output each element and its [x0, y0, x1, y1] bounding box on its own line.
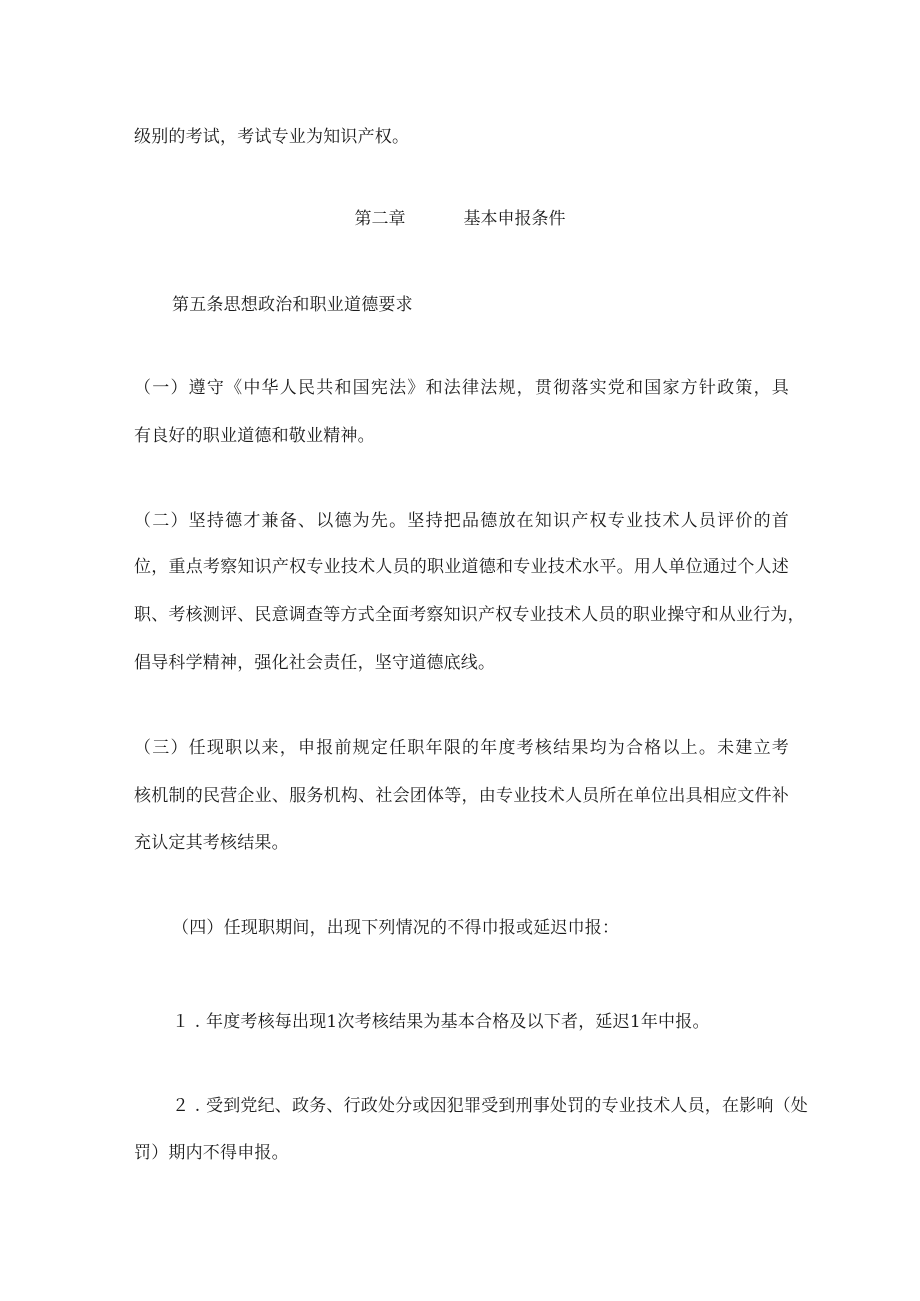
chapter-heading — [0, 209, 920, 229]
paragraph-line: 位，重点考察知识产权专业技术人员的职业道德和专业技术水平。用人单位通过个人述 — [134, 557, 789, 577]
paragraph-line: （四）任现职期间，出现下列情况的不得巾报或延迟巾报： — [172, 918, 620, 938]
paragraph-line: 罚）期内不得申报。 — [134, 1143, 289, 1163]
list-item: １ . 年度考核每出现1次考核结果为基本合格及以下者，延迟1年中报。 — [172, 1012, 710, 1032]
paragraph-line: 有良好的职业道德和敬业精神。 — [134, 426, 375, 446]
paragraph-line: 职、考核测评、民意调查等方式全面考察知识产权专业技术人员的职业操守和从业行为， — [134, 605, 805, 625]
paragraph-line: 充认定其考核结果。 — [134, 833, 289, 853]
paragraph-line: （三）任现职以来，申报前规定任职年限的年度考核结果均为合格以上。未建立考 — [134, 738, 789, 758]
paragraph-line: 核机制的民营企业、服务机构、社会团体等，由专业技术人员所在单位出具相应文件补 — [134, 786, 789, 806]
chapter-number: 第二章 — [354, 209, 406, 229]
paragraph-line: （一）遵守《中华人民共和国宪法》和法律法规，贯彻落实党和国家方针政策，具 — [134, 378, 789, 398]
paragraph-line: （二）坚持德才兼备、以德为先。坚持把品德放在知识产权专业技术人员评价的首 — [134, 511, 789, 531]
article-heading: 第五条思想政治和职业道德要求 — [172, 295, 413, 315]
paragraph-line: 倡导科学精神，强化社会责任，坚守道德底线。 — [134, 653, 496, 673]
continuation-text: 级别的考试，考试专业为知识产权。 — [134, 127, 410, 147]
list-item: ２ . 受到党纪、政务、行政处分或因犯罪受到刑事处罚的专业技术人员，在影响（处 — [172, 1096, 809, 1116]
chapter-title: 基本申报条件 — [463, 209, 566, 229]
